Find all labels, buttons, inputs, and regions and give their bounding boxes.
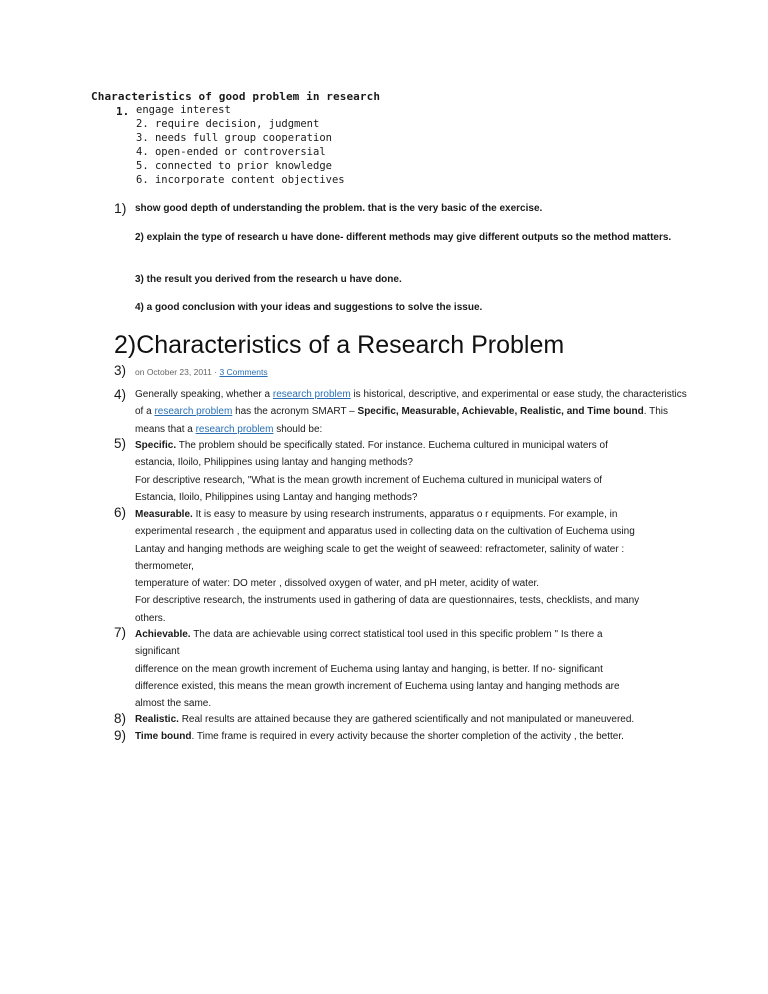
text-span: experimental research , the equipment and apparatus used in collecting data on the cultivation of Euchema using [135, 526, 635, 538]
specific-label: Specific. [135, 440, 177, 451]
list-number: 1. [116, 105, 130, 118]
list-number: 5) [114, 436, 127, 451]
text-span: characteristics of a [135, 389, 687, 418]
intro-paragraph [135, 386, 695, 438]
measurable-label: Measurable. [135, 509, 193, 520]
text-span: should be: [276, 423, 323, 435]
list-number: 1) [114, 200, 127, 216]
text-span: estancia, Iloilo, Philippines using lantay and hanging methods? [135, 457, 413, 469]
smart-terms: Specific, Measurable, Achievable, Realistic, [357, 406, 564, 418]
text-span: For descriptive research, the instruments used in gathering of data are questionnaires, tests, checklists, and many [135, 595, 640, 607]
list-number: 7) [114, 625, 127, 640]
list-number: 8) [114, 711, 127, 726]
text-span: has the acronym SMART – [235, 406, 355, 418]
realistic-label: Realistic. [135, 714, 179, 725]
section-title: Characteristics of good problem in research [91, 90, 381, 103]
criteria-paragraph: 2) explain the type of research u have done- different methods may give different outputs so the method matters. [135, 232, 672, 243]
text-span: For descriptive research, "What is the mean growth increment of Euchema cultured in municipal waters of [135, 474, 603, 486]
text-span: Estancia, Iloilo, Philippines using Lantay and hanging methods? [135, 491, 418, 503]
text-span: almost the same. [135, 698, 212, 710]
text-span: Lantay and hanging methods are weighing scale to get the weight of seaweed: refractometer, salinity of water : [135, 543, 625, 555]
text-span: . This means that a [135, 406, 669, 435]
text-span: . Time frame is required in every activity because the shorter completion of the activity , the better. [191, 731, 624, 742]
achievable-label: Achievable. [135, 629, 191, 640]
list-item: 5. connected to prior knowledge [136, 160, 332, 172]
specific-paragraph [135, 437, 695, 506]
section-heading: 2)Characteristics of a Research Problem [114, 331, 565, 359]
research-problem-link[interactable]: research problem [195, 423, 274, 435]
list-item: 4. open-ended or controversial [136, 146, 326, 158]
text-span: The data are achievable using correct statistical tool used in this specific problem " Is there a [193, 629, 603, 640]
text-span: significant [135, 646, 180, 658]
text-span: Real results are attained because they are gathered scientifically and not manipulated or maneuvered. [181, 714, 635, 725]
list-item: engage interest [136, 104, 231, 116]
timebound-paragraph [135, 728, 695, 745]
post-meta [135, 367, 268, 377]
realistic-paragraph [135, 711, 695, 728]
text-span: difference existed, this means the mean growth increment of Euchema using lantay and hanging methods are [135, 680, 620, 692]
text-span: Generally speaking, whether a [135, 389, 271, 400]
text-span: temperature of water: DO meter , dissolved oxygen of water, and pH meter, acidity of water. [135, 578, 540, 590]
criteria-paragraph: show good depth of understanding the problem. that is the very basic of the exercise. [135, 203, 543, 214]
list-number: 4) [114, 387, 127, 402]
achievable-paragraph [135, 626, 695, 712]
measurable-paragraph [135, 506, 695, 627]
text-span: The problem should be specifically stated. For instance. Euchema cultured in municipal waters of [178, 440, 608, 451]
list-item: 3. needs full group cooperation [136, 132, 332, 144]
smart-terms: and Time bound [566, 406, 644, 418]
text-span: It is easy to measure by using research instruments, apparatus o r equipments. For example, in [195, 509, 618, 520]
list-item: 2. require decision, judgment [136, 118, 320, 130]
criteria-paragraph: 3) the result you derived from the research u have done. [135, 274, 402, 285]
text-span: difference on the mean growth increment of Euchema using lantay and hanging, is better. If no- significant [135, 663, 603, 675]
comments-link[interactable]: 3 Comments [219, 367, 268, 377]
text-span: others. [135, 612, 166, 624]
timebound-label: Time bound [135, 731, 192, 742]
research-problem-link[interactable]: research problem [154, 406, 233, 418]
criteria-paragraph: 4) a good conclusion with your ideas and suggestions to solve the issue. [135, 302, 483, 313]
list-number: 3) [114, 363, 127, 378]
list-item: 6. incorporate content objectives [136, 174, 345, 186]
research-problem-link[interactable]: research problem [272, 389, 351, 400]
list-number: 9) [114, 728, 127, 743]
post-date: on October 23, 2011 · [135, 367, 218, 377]
list-number: 6) [114, 505, 127, 520]
text-span: is historical, descriptive, and experimental or ease study, the [353, 389, 621, 400]
text-span: thermometer, [135, 560, 194, 572]
